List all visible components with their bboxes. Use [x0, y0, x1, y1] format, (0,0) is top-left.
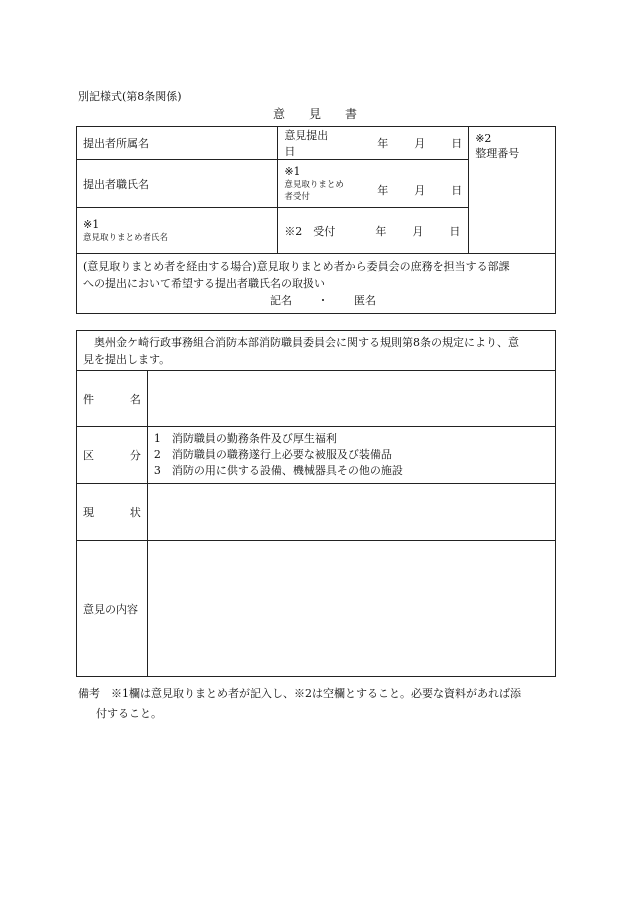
document-title: 意 見 書 — [272, 107, 357, 121]
category-label-cell — [77, 427, 148, 484]
opinion-input[interactable] — [147, 541, 555, 677]
reception-cell[interactable] — [278, 160, 469, 208]
acceptance-label: ※2 受付 — [284, 224, 336, 238]
year-label: 年 — [377, 184, 389, 197]
reception-label: 意見取りまとめ者受付 — [284, 180, 344, 202]
category-option-3[interactable]: 3 消防の用に供する設備、機械器具その他の施設 — [153, 464, 403, 477]
intro-cell — [77, 331, 556, 371]
category-options-cell[interactable] — [147, 427, 555, 484]
name-handling-cell — [77, 254, 556, 314]
day-label: 日 — [451, 184, 463, 197]
status-input[interactable] — [147, 484, 555, 541]
option-anonymous[interactable]: 匿名 — [354, 294, 376, 307]
status-label-char-1: 現 — [83, 506, 94, 519]
subject-label-char-2: 名 — [129, 392, 141, 406]
coordinator-label: 意見取りまとめ者氏名 — [83, 233, 169, 243]
remarks-line-2: 付すること。 — [96, 707, 162, 720]
option-separator: ・ — [317, 294, 329, 307]
day-label: 日 — [449, 224, 461, 238]
status-label-char-2: 状 — [129, 506, 141, 519]
opinion-label-cell — [77, 541, 148, 677]
category-option-2[interactable]: 2 消防職員の職務遂行上必要な被服及び装備品 — [153, 448, 392, 461]
year-label: 年 — [377, 137, 389, 150]
intro-line-1: 奥州金ケ崎行政事務組合消防本部消防職員委員会に関する規則第8条の規定により、意 — [94, 335, 519, 349]
form-reference: 別記様式(第8条関係) — [78, 90, 182, 103]
coordinator-cell — [77, 208, 278, 254]
acceptance-cell[interactable] — [278, 208, 469, 254]
remarks-note — [78, 684, 558, 724]
management-number-label: 整理番号 — [475, 147, 520, 160]
submission-date-label: 意見提出日 — [284, 129, 329, 158]
day-label: 日 — [451, 137, 463, 150]
affiliation-label-cell — [77, 127, 278, 160]
management-mark: ※2 — [475, 132, 492, 145]
management-number-cell[interactable] — [469, 127, 556, 254]
option-named[interactable]: 記名 — [270, 294, 292, 307]
remarks-line-1: 備考 ※1欄は意見取りまとめ者が記入し、※2は空欄とすること。必要な資料があれば添 — [78, 687, 521, 700]
year-label: 年 — [375, 224, 387, 238]
opinion-label: 意見の内容 — [83, 602, 138, 616]
category-label-char-1: 区 — [83, 449, 94, 462]
name-handling-note-2: への提出において希望する提出者職氏名の取扱い — [83, 277, 325, 290]
category-option-1[interactable]: 1 消防職員の勤務条件及び厚生福利 — [153, 432, 337, 445]
status-label-cell — [77, 484, 148, 541]
subject-input[interactable] — [147, 371, 555, 427]
coordinator-mark: ※1 — [83, 218, 100, 231]
category-label-char-2: 分 — [129, 449, 141, 462]
top-table — [76, 126, 556, 314]
main-table — [76, 330, 556, 677]
month-label: 月 — [414, 137, 426, 150]
reception-mark: ※1 — [284, 165, 301, 178]
intro-line-2: 見を提出します。 — [83, 352, 171, 366]
subject-label-cell — [77, 371, 148, 427]
month-label: 月 — [414, 184, 426, 197]
position-label: 提出者職氏名 — [83, 177, 149, 191]
submission-date-cell[interactable] — [278, 127, 469, 160]
position-label-cell — [77, 160, 278, 208]
name-handling-note-1: (意見取りまとめ者を経由する場合)意見取りまとめ者から委員会の庶務を担当する部課 — [83, 260, 510, 273]
month-label: 月 — [412, 224, 424, 238]
subject-label-char-1: 件 — [83, 392, 94, 406]
affiliation-label: 提出者所属名 — [83, 137, 149, 150]
